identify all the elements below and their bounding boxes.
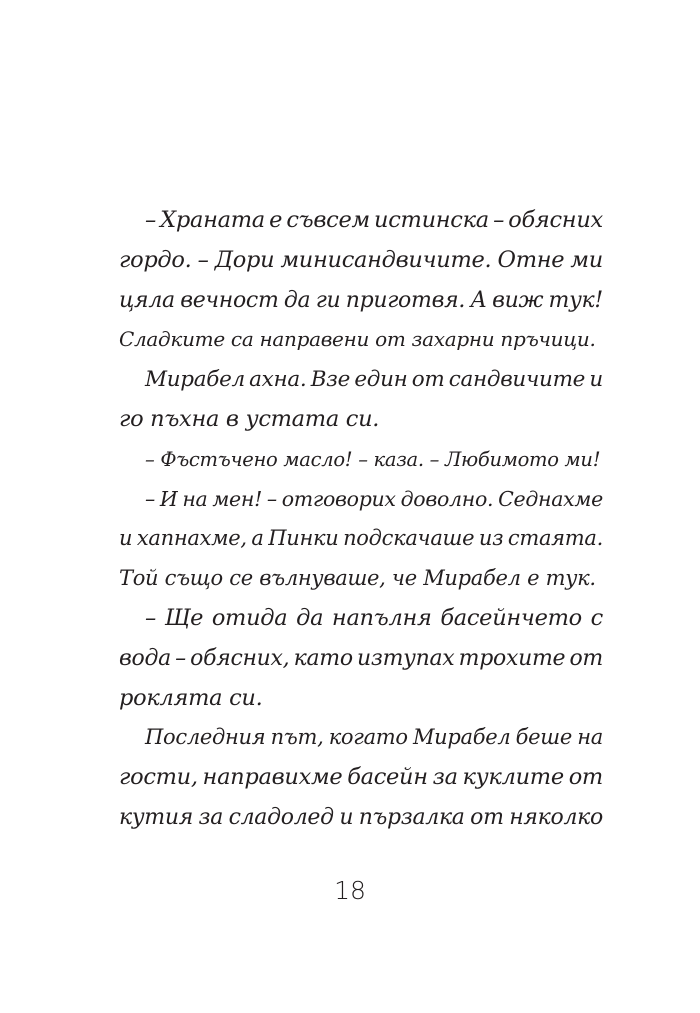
word: гордо.	[119, 246, 192, 273]
word: Последния	[145, 725, 266, 750]
word: пързалка	[358, 804, 465, 830]
word: сандвичите	[448, 367, 586, 393]
text-line	[119, 758, 603, 798]
word: гости,	[119, 764, 198, 791]
text-line	[119, 201, 603, 241]
word: на	[577, 725, 603, 750]
word: отговорих	[281, 486, 396, 511]
word: минисандвичите.	[280, 246, 492, 273]
word: да	[296, 604, 324, 631]
word: ги	[315, 287, 341, 313]
word: мен!	[212, 486, 263, 511]
word: и	[589, 367, 603, 393]
word: –	[197, 246, 209, 273]
text-line: роклята си.	[119, 684, 263, 711]
word: Мирабел	[412, 725, 511, 750]
word: стаята.	[507, 526, 603, 551]
word: за	[198, 804, 224, 830]
word: като	[293, 645, 353, 671]
word: обясних	[508, 207, 603, 233]
word: Храната	[160, 207, 265, 233]
word: вечност	[180, 287, 279, 313]
word: направихме	[202, 764, 343, 791]
page-number: 18	[334, 876, 366, 905]
word: изтупах	[357, 645, 455, 671]
word: път,	[270, 725, 324, 750]
text-line: Сладките са направени от захарни пръчици.	[119, 327, 596, 352]
word: Отне	[497, 246, 565, 273]
text-line	[119, 281, 603, 321]
word: хапнахме,	[136, 526, 247, 551]
text-line: – Фъстъчено масло! – каза. – Любимото ми!	[145, 447, 601, 471]
word: цяла	[119, 287, 175, 313]
text-line	[119, 519, 603, 559]
word: доволно.	[400, 486, 494, 511]
word: Седнахме	[498, 486, 603, 511]
word: съвсем	[286, 207, 370, 233]
word: от	[411, 367, 445, 393]
word: приготвя.	[345, 287, 466, 313]
word: –	[145, 486, 155, 511]
word: тук!	[548, 287, 603, 313]
text-line	[119, 639, 603, 679]
word: сладолед	[228, 804, 334, 830]
word: напълня	[331, 604, 432, 631]
word: е	[269, 207, 283, 233]
word: Взе	[310, 367, 351, 393]
word: от	[569, 645, 603, 671]
word: трохите	[458, 645, 566, 671]
word: да	[283, 287, 311, 313]
word: и	[119, 526, 133, 551]
text-line	[119, 480, 603, 520]
text-line	[119, 718, 603, 758]
text-line	[119, 360, 603, 400]
word: подскачаше	[343, 526, 475, 551]
word: Пинки	[268, 526, 339, 551]
word: из	[478, 526, 504, 551]
text-line	[119, 798, 603, 838]
word: басейн	[347, 764, 428, 791]
word: когато	[328, 725, 408, 750]
word: –	[266, 486, 277, 511]
word: ахна.	[249, 367, 307, 393]
word: виж	[492, 287, 544, 313]
text-line: го пъхна в устата си.	[119, 405, 380, 432]
word: беше	[515, 725, 573, 750]
word: А	[470, 287, 487, 313]
word: басейнчето	[440, 604, 582, 631]
word: а	[251, 526, 264, 551]
word: вода	[119, 645, 171, 671]
word: Мирабел	[145, 367, 245, 393]
word: няколко	[509, 804, 603, 830]
word: от	[470, 804, 504, 830]
word: –	[145, 207, 156, 233]
body-text	[119, 201, 603, 838]
word: с	[590, 604, 603, 631]
word: на	[182, 486, 208, 511]
text-line	[119, 241, 603, 281]
word: обясних,	[190, 645, 290, 671]
text-line: Той също се вълнуваше, че Мирабел е тук.	[119, 566, 596, 591]
word: куклите	[462, 764, 564, 791]
word: И	[159, 486, 178, 511]
word: и	[339, 804, 354, 830]
word: отида	[211, 604, 288, 631]
word: –	[175, 645, 186, 671]
word: истинска	[374, 207, 489, 233]
word: –	[493, 207, 505, 233]
word: –	[145, 604, 156, 631]
word: Дори	[214, 246, 275, 273]
word: Ще	[164, 604, 204, 631]
word: ми	[570, 246, 603, 273]
text-line	[119, 599, 603, 639]
word: за	[432, 764, 458, 791]
word: един	[354, 367, 408, 393]
word: от	[568, 764, 603, 791]
word: кутия	[119, 804, 193, 830]
